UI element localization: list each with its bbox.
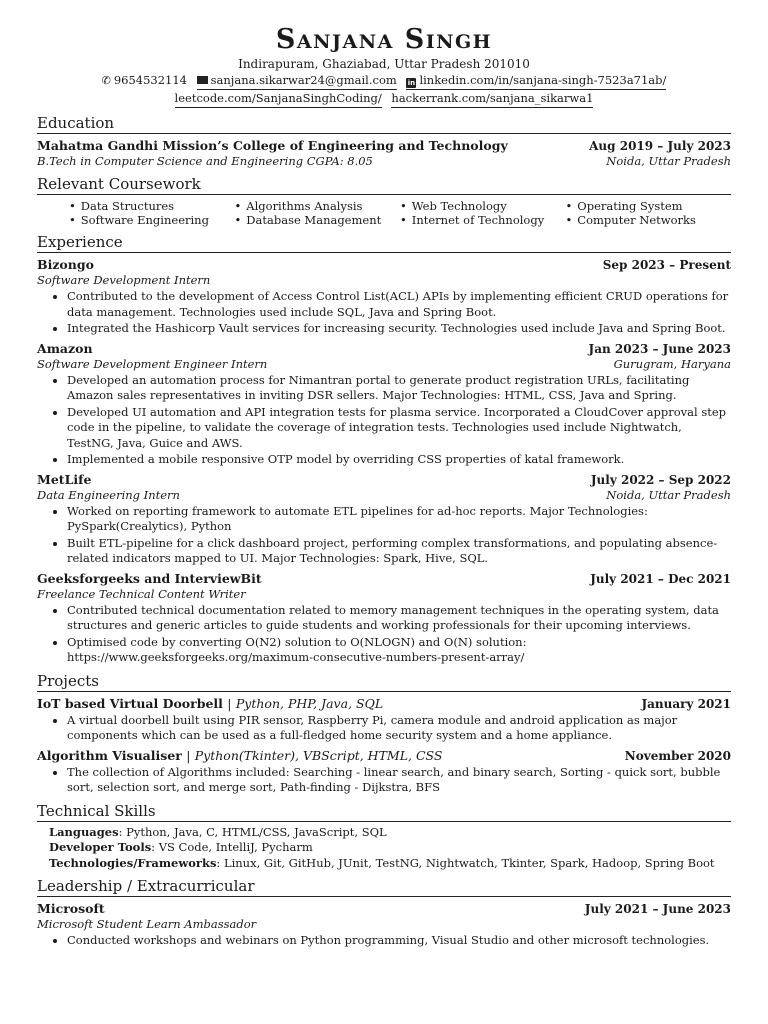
leadership-heading: Leadership / Extracurricular bbox=[37, 877, 731, 897]
address: Indirapuram, Ghaziabad, Uttar Pradesh 201010 bbox=[238, 57, 530, 71]
job-entry bbox=[37, 571, 731, 666]
contact-line-2 bbox=[37, 90, 731, 108]
project-name: Algorithm Visualiser bbox=[37, 747, 182, 763]
phone bbox=[102, 72, 187, 89]
course-item: • Web Technology bbox=[400, 199, 566, 213]
school-name: Mahatma Gandhi Mission’s College of Engineering and Technology bbox=[37, 138, 508, 153]
job-entry bbox=[37, 341, 731, 468]
bullet: • A virtual doorbell built using PIR sensor, Raspberry Pi, camera module and android application as major components which can be used as a full-fledged home security system and a home appliance. bbox=[67, 713, 731, 744]
leetcode-link[interactable]: leetcode.com/SanjanaSinghCoding/ bbox=[175, 90, 382, 108]
skills-label: Languages bbox=[49, 824, 119, 839]
skills-heading: Technical Skills bbox=[37, 802, 731, 822]
job-bullets bbox=[37, 603, 731, 666]
phone-icon: ✆ bbox=[101, 74, 111, 87]
company-name: Bizongo bbox=[37, 257, 94, 272]
leadership-dates: July 2021 – June 2023 bbox=[584, 902, 731, 916]
course-item: • Software Engineering bbox=[69, 213, 235, 227]
bullet: • Developed an automation process for Nimantran portal to generate product registration URLs, facilitating Amazon sales representatives in inviting DSR sellers. Major Technologies: HTML, CSS, Java and Spring. bbox=[67, 373, 731, 404]
experience-heading: Experience bbox=[37, 233, 731, 253]
company-name: Amazon bbox=[37, 340, 93, 356]
education-entry bbox=[37, 138, 731, 169]
leadership-bullets bbox=[37, 933, 731, 949]
job-role: Software Development Engineer Intern bbox=[37, 356, 268, 371]
education-location: Noida, Uttar Pradesh bbox=[606, 154, 731, 168]
coursework-column bbox=[566, 199, 732, 227]
coursework-column bbox=[235, 199, 401, 227]
company-name: MetLife bbox=[37, 471, 92, 487]
job-dates: Jan 2023 – June 2023 bbox=[588, 341, 731, 356]
job-location: Noida, Uttar Pradesh bbox=[606, 487, 731, 502]
coursework-heading: Relevant Coursework bbox=[37, 175, 731, 195]
job-bullets bbox=[37, 504, 731, 567]
bullet: • Implemented a mobile responsive OTP model by overriding CSS properties of katal framework. bbox=[67, 452, 731, 468]
project-entry: Algorithm Visualiser | Python(Tkinter), VBScript, HTML, CSS November 2020 • The collection of Algorithms included: Searching - linear search, and binary search, Sorting - quick sort, bubble sort, selection sort, and merge sort, Path-finding - Dijkstra, BFS bbox=[37, 748, 731, 796]
course-item: • Algorithms Analysis bbox=[235, 199, 401, 213]
bullet: • Built ETL-pipeline for a click dashboard project, performing complex transformations, and populating absence-related indicators mapped to UI. Major Technologies: Spark, Hive, SQL. bbox=[67, 536, 731, 567]
skills-technologies: Technologies/Frameworks: Linux, Git, GitHub, JUnit, TestNG, Nightwatch, Tkinter, Spark, Hadoop, Spring Boot bbox=[49, 855, 715, 870]
envelope-icon bbox=[197, 76, 208, 84]
course-item: • Computer Networks bbox=[566, 213, 732, 227]
skills-value: Python, Java, C, HTML/CSS, JavaScript, SQL bbox=[126, 824, 387, 839]
contact-line-1 bbox=[37, 72, 731, 90]
job-dates: July 2022 – Sep 2022 bbox=[590, 472, 731, 487]
company-name: Geeksforgeeks and InterviewBit bbox=[37, 570, 262, 586]
projects-heading: Projects bbox=[37, 672, 731, 692]
job-bullets bbox=[37, 289, 731, 337]
job-bullets bbox=[37, 373, 731, 468]
skills-label: Developer Tools bbox=[49, 840, 152, 854]
project-entry: IoT based Virtual Doorbell | Python, PHP, Java, SQL January 2021 • A virtual doorbell built using PIR sensor, Raspberry Pi, camera module and android application as major components which can be used as a full-fledged home security system and a home appliance. bbox=[37, 696, 731, 744]
job-dates: Sep 2023 – Present bbox=[602, 258, 731, 272]
linkedin-icon: in bbox=[407, 79, 416, 87]
project-name: IoT based Virtual Doorbell bbox=[37, 695, 223, 711]
project-date: November 2020 bbox=[624, 748, 731, 763]
course-item: • Database Management bbox=[235, 213, 401, 227]
skills-list bbox=[37, 825, 731, 872]
education-heading: Education bbox=[37, 114, 731, 134]
job-role: Freelance Technical Content Writer bbox=[37, 586, 246, 601]
course-item: • Operating System bbox=[566, 199, 732, 213]
email-text: sanjana.sikarwar24@gmail.com bbox=[210, 73, 397, 87]
course-item: • Internet of Technology bbox=[400, 213, 566, 227]
skills-label: Technologies/Frameworks bbox=[49, 855, 217, 870]
bullet: • Worked on reporting framework to automate ETL pipelines for ad-hoc reports. Major Technologies: PySpark(Crealytics), Python bbox=[67, 504, 731, 535]
project-date: January 2021 bbox=[641, 696, 731, 711]
org-name: Microsoft bbox=[37, 901, 105, 916]
linkedin-link[interactable] bbox=[406, 72, 666, 90]
job-entry bbox=[37, 472, 731, 567]
email-link[interactable] bbox=[197, 72, 397, 90]
bullet: • Contributed to the development of Access Control List(ACL) APIs by implementing efficient CRUD operations for data management. Technologies used include SQL, Java and Spring Boot. bbox=[67, 289, 731, 320]
project-bullets bbox=[37, 765, 731, 796]
job-location: Gurugram, Haryana bbox=[613, 356, 731, 371]
phone-number: 9654532114 bbox=[113, 73, 187, 87]
resume-name: Sanjana Singh bbox=[275, 24, 493, 55]
project-bullets bbox=[37, 713, 731, 744]
bullet: • Developed UI automation and API integration tests for plasma service. Incorporated a CloudCover approval step code in the pipeline, to validate the coverage of integration tests. Technologies used include Nightwatch, TestNG, Java, Guice and AWS. bbox=[67, 405, 731, 452]
bullet: • Integrated the Hashicorp Vault services for increasing security. Technologies used include Java and Spring Boot. bbox=[67, 321, 731, 337]
linkedin-text: linkedin.com/in/sanjana-singh-7523a71ab/ bbox=[419, 73, 667, 87]
skills-tools: Developer Tools: VS Code, IntelliJ, Pycharm bbox=[49, 840, 313, 854]
job-dates: July 2021 – Dec 2021 bbox=[590, 571, 731, 586]
hackerrank-link[interactable]: hackerrank.com/sanjana_sikarwa1 bbox=[391, 90, 593, 108]
bullet: • Conducted workshops and webinars on Python programming, Visual Studio and other microsoft technologies. bbox=[67, 933, 731, 949]
job-entry bbox=[37, 257, 731, 337]
project-tech: Python(Tkinter), VBScript, HTML, CSS bbox=[194, 747, 443, 763]
bullet: • Contributed technical documentation related to memory management techniques in the operating system, data structures and generic articles to guide students and working professionals for their upcoming interviews. bbox=[67, 603, 731, 634]
coursework-column bbox=[400, 199, 566, 227]
job-role: Software Development Intern bbox=[37, 273, 211, 287]
coursework-column bbox=[69, 199, 235, 227]
project-tech: Python, PHP, Java, SQL bbox=[235, 695, 384, 711]
skills-value: VS Code, IntelliJ, Pycharm bbox=[158, 840, 313, 854]
education-dates: Aug 2019 – July 2023 bbox=[589, 139, 731, 153]
degree: B.Tech in Computer Science and Engineering CGPA: 8.05 bbox=[37, 154, 373, 168]
skills-languages: Languages: Python, Java, C, HTML/CSS, JavaScript, SQL bbox=[49, 824, 387, 839]
leadership-entry bbox=[37, 901, 731, 949]
leadership-role: Microsoft Student Learn Ambassador bbox=[37, 917, 257, 931]
bullet: • Optimised code by converting O(N2) solution to O(NLOGN) and O(N) solution: https://www.geeksforgeeks.org/maximum-consecutive-numbers-present-array/ bbox=[67, 635, 731, 666]
skills-value: Linux, Git, GitHub, JUnit, TestNG, Nightwatch, Tkinter, Spark, Hadoop, Spring Boot bbox=[223, 855, 715, 870]
bullet: • The collection of Algorithms included: Searching - linear search, and binary search, Sorting - quick sort, bubble sort, selection sort, and merge sort, Path-finding - Dijkstra, BFS bbox=[67, 765, 731, 796]
coursework-list bbox=[37, 199, 731, 227]
job-role: Data Engineering Intern bbox=[37, 487, 180, 502]
course-item: • Data Structures bbox=[69, 199, 235, 213]
